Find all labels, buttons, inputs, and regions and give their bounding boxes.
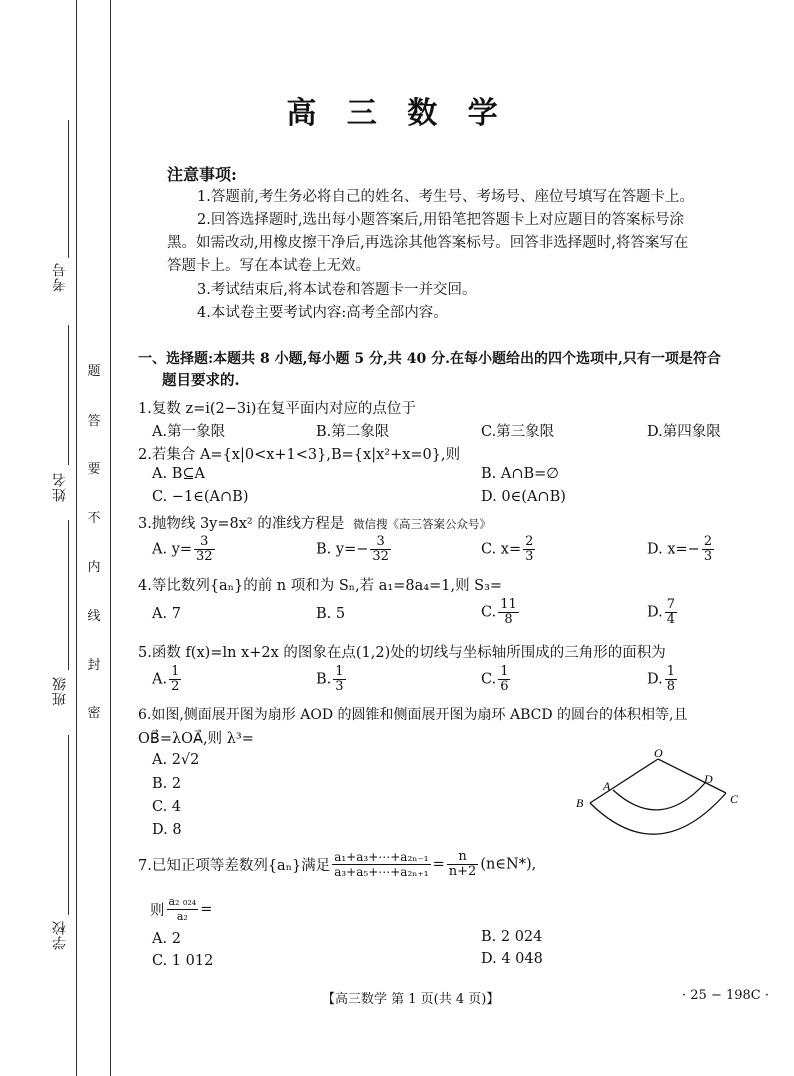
margin-line-inner (110, 0, 111, 1076)
denominator: 2 (171, 679, 180, 694)
q7-option-b[interactable]: B. 2 024 (481, 929, 543, 945)
field-class-label: 班级 (52, 676, 68, 706)
fraction (194, 535, 215, 564)
margin-line-outer (76, 0, 77, 1076)
radius-left (590, 759, 658, 803)
q4-option-b[interactable] (316, 606, 345, 622)
denominator: 6 (500, 679, 509, 694)
fraction (169, 665, 181, 694)
question-3-text: 3.抛物线 3y=8x² 的准线方程是 (138, 516, 345, 532)
q6-option-a[interactable]: A. 2√2 (152, 752, 200, 768)
q2-option-d[interactable]: D. 0∈(A∩B) (481, 489, 566, 505)
field-school-line[interactable] (68, 735, 69, 915)
numerator: 1 (171, 664, 180, 679)
watermark-text: 微信搜《高三答案公众号》 (352, 517, 491, 531)
seal-char: 不 (87, 511, 101, 526)
q7-option-a[interactable]: A. 2 (152, 931, 181, 947)
q5-option-b[interactable] (316, 665, 348, 694)
sector-annulus-figure (570, 745, 750, 850)
exam-code: · 25 − 198C · (682, 988, 769, 1003)
field-name-line[interactable] (68, 325, 69, 465)
option-prefix: A. (152, 671, 168, 688)
denominator: 3 (703, 549, 713, 564)
seal-char: 线 (87, 609, 101, 624)
equals-sign: = (432, 856, 445, 873)
label-a: A (603, 779, 611, 793)
q5-option-d[interactable] (647, 665, 679, 694)
option-prefix: A. y= (152, 541, 193, 558)
option-prefix: C. (481, 604, 497, 621)
numerator: a₁+a₃+⋯+a₂ₙ₋₁ (334, 850, 429, 864)
denominator: 8 (666, 679, 675, 694)
numerator: 1 (500, 664, 509, 679)
page-footer: 【高三数学 第 1 页(共 4 页)】 (322, 992, 500, 1007)
q7-rhs-fraction (447, 850, 479, 879)
option-value: A. 7 (152, 606, 181, 622)
q2-option-c[interactable]: C. −1∈(A∩B) (152, 489, 249, 505)
denominator: a₃+a₅+⋯+a₂ₙ₊₁ (334, 865, 429, 879)
field-class-line[interactable] (68, 520, 69, 670)
field-school-label: 学校 (52, 920, 68, 950)
question-4-stem: 4.等比数列{aₙ}的前 n 项和为 Sₙ,若 a₁=8a₄=1,则 S₃= (138, 578, 503, 594)
fraction (498, 665, 510, 694)
fraction (333, 665, 345, 694)
radius-right (658, 759, 726, 793)
denominator: 32 (196, 549, 213, 564)
option-prefix: B. (316, 671, 332, 688)
option-value: B. 5 (316, 606, 346, 622)
q7-ask-pre: 则 (150, 903, 165, 919)
seal-char: 内 (87, 560, 101, 575)
q3-option-b[interactable] (316, 535, 393, 564)
notice-heading: 注意事项: (167, 165, 237, 184)
label-d: D (704, 772, 713, 786)
question-7-ask (150, 895, 212, 924)
numerator: 2 (703, 534, 713, 549)
q4-option-a[interactable] (152, 606, 181, 622)
q7-main-fraction (332, 850, 430, 879)
option-prefix: D. x=− (647, 541, 700, 558)
numerator: a₂ ₀₂₄ (168, 895, 197, 908)
q7-option-c[interactable]: C. 1 012 (152, 953, 214, 969)
question-6-stem-line2: OB⃗=λOA⃗,则 λ³= (138, 731, 254, 747)
seal-char: 密 (87, 706, 101, 721)
q2-option-b[interactable]: B. A∩B=∅ (481, 466, 559, 482)
question-7-stem (138, 850, 536, 879)
label-c: C (730, 792, 739, 806)
fraction (665, 665, 677, 694)
q4-option-d[interactable] (647, 598, 679, 627)
option-prefix: D. (647, 671, 663, 688)
q3-option-a[interactable] (152, 535, 217, 564)
field-name-label: 姓名 (52, 472, 68, 502)
fraction (523, 535, 535, 564)
denominator: 8 (504, 612, 513, 627)
question-1-stem: 1.复数 z=i(2−3i)在复平面内对应的点位于 (138, 401, 416, 417)
field-exam-number-line[interactable] (68, 120, 69, 258)
q6-option-d[interactable]: D. 8 (152, 822, 182, 838)
q5-option-c[interactable] (481, 665, 512, 694)
q7-option-d[interactable]: D. 4 048 (481, 951, 543, 967)
denominator: a₂ (176, 910, 188, 923)
numerator: 3 (194, 535, 215, 550)
q7-ask-fraction (167, 895, 199, 924)
numerator: 1 (335, 664, 344, 679)
outer-arc (590, 793, 726, 834)
denominator: 3 (335, 679, 344, 694)
denominator: 32 (372, 549, 389, 564)
numerator: 2 (525, 534, 534, 549)
q5-option-a[interactable] (152, 665, 183, 694)
inner-arc (613, 783, 705, 810)
option-prefix: C. x= (481, 541, 522, 558)
fraction (702, 535, 714, 564)
q7-condition: (n∈N*), (480, 856, 537, 873)
seal-char: 封 (87, 658, 101, 673)
q6-option-c[interactable]: C. 4 (152, 799, 182, 815)
q1-option-a[interactable]: A.第一象限 (152, 424, 226, 440)
option-prefix: D. (647, 604, 663, 621)
q7-ask-post: = (200, 901, 213, 918)
question-3-stem (138, 512, 491, 533)
q3-option-d[interactable] (647, 535, 716, 564)
question-2-stem: 2.若集合 A={x|0<x+1<3},B={x|x²+x=0},则 (138, 447, 461, 463)
notice-item: 黑。如需改动,用橡皮擦干净后,再选涂其他答案标号。回答非选择题时,将答案写在 (167, 235, 689, 251)
numerator: 7 (666, 597, 675, 612)
notice-item: 1.答题前,考生务必将自己的姓名、考生号、考场号、座位号填写在答题卡上。 (197, 189, 694, 205)
denominator: 4 (666, 612, 675, 627)
seal-char: 题 (87, 364, 101, 379)
option-prefix: B. y=− (316, 541, 369, 558)
numerator: 3 (370, 535, 391, 550)
denominator: n+2 (448, 864, 477, 879)
fraction (498, 598, 519, 627)
section-heading (138, 348, 758, 392)
denominator: 3 (525, 549, 534, 564)
q1-option-d[interactable]: D.第四象限 (647, 424, 721, 440)
option-prefix: C. (481, 671, 497, 688)
q2-option-a[interactable]: A. B⊆A (152, 466, 205, 482)
notice-item: 2.回答选择题时,选出每小题答案后,用铅笔把答题卡上对应题目的答案标号涂 (197, 212, 685, 228)
q1-option-b[interactable]: B.第二象限 (316, 424, 390, 440)
notice-item: 3.考试结束后,将本试卷和答题卡一并交回。 (197, 282, 477, 298)
field-exam-number-label: 考号 (52, 262, 68, 292)
fraction (665, 598, 677, 627)
q4-option-c[interactable] (481, 598, 521, 627)
page-title: 高 三 数 学 (286, 96, 508, 131)
q6-option-b[interactable]: B. 2 (152, 776, 182, 792)
notice-item: 答题卡上。写在本试卷上无效。 (167, 258, 370, 274)
section-heading-line1: 一、选择题:本题共 8 小题,每小题 5 分,共 40 分.在每小题给出的四个选项中,只有一项是符合 (138, 351, 721, 367)
question-6-stem-line1: 6.如图,侧面展开图为扇形 AOD 的圆锥和侧面展开图为扇环 ABCD 的圆台的体积相等,且 (138, 707, 688, 723)
label-b: B (576, 796, 584, 810)
q3-option-c[interactable] (481, 535, 537, 564)
numerator: 1 (666, 664, 675, 679)
numerator: n (447, 850, 479, 865)
notice-item: 4.本试卷主要考试内容:高考全部内容。 (197, 305, 448, 321)
fraction (370, 535, 391, 564)
label-o: O (654, 746, 663, 760)
seal-char: 要 (87, 462, 101, 477)
numerator: 11 (500, 597, 517, 612)
section-heading-line2: 题目要求的. (162, 372, 240, 389)
question-5-stem: 5.函数 f(x)=ln x+2x 的图象在点(1,2)处的切线与坐标轴所围成的三角形的面积为 (138, 645, 666, 661)
q1-option-c[interactable]: C.第三象限 (481, 424, 555, 440)
seal-char: 答 (87, 414, 101, 429)
q7-stem-pre: 7.已知正项等差数列{aₙ}满足 (138, 858, 331, 874)
